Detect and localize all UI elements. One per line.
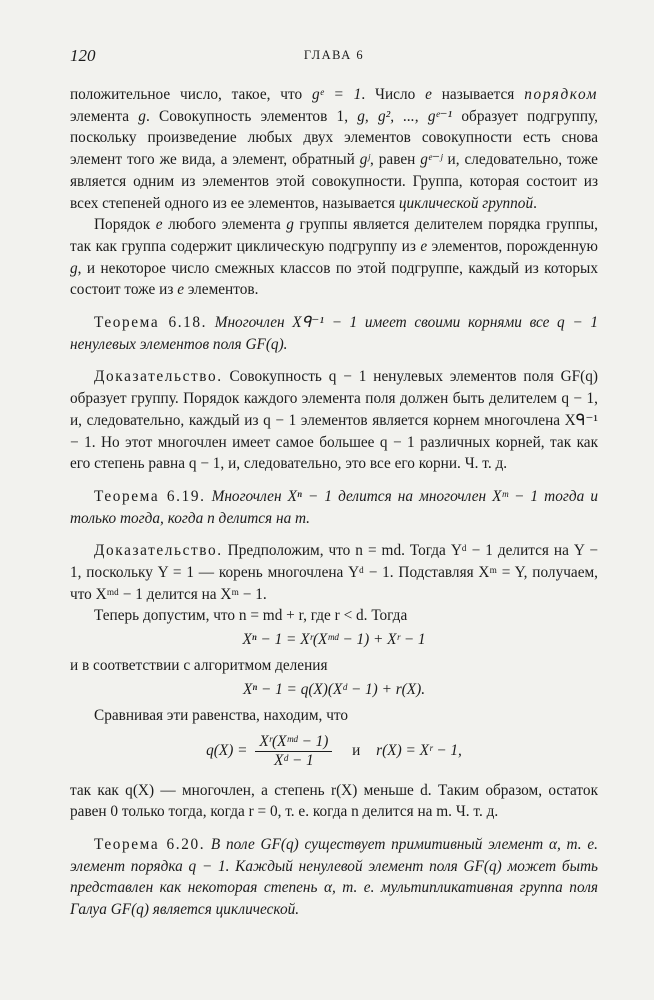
proof-6-19: Доказательство. Предположим, что n = md. Тогда Yᵈ − 1 делится на Y − 1, поскольку Y = 1 — корень многочлена Yᵈ − 1. Подставляя Xᵐ = Y, получаем, что Xᵐᵈ − 1 делится на Xᵐ − 1. — [70, 542, 598, 603]
proof-6-19-continued: Теперь допустим, что n = md + r, где r < d. Тогда — [94, 607, 408, 625]
page-header — [70, 46, 598, 68]
page-number: 120 — [70, 46, 96, 65]
page-body — [70, 84, 598, 921]
paragraph-cyclic-group: положительное число, такое, что gᵉ = 1. Число e называется порядком элемента g. Совокупность элементов 1, g, g², ..., gᵉ⁻¹ образует подгруппу, поскольку произведение любых двух элементов совокупности есть снова элемент того же вида, а элемент, обратный gʲ, равен gᵉ⁻ʲ и, следовательно, тоже является одним из элементов этой совокупности. Группа, которая состоит из всех степеней одного из ее элементов, называется циклической группой. — [70, 86, 598, 212]
theorem-6-18: Теорема 6.18. Многочлен Xᑫ⁻¹ − 1 имеет своими корнями все q − 1 ненулевых элементов поля GF(q). — [70, 314, 598, 353]
paragraph-remainder: так как q(X) — многочлен, а степень r(X) меньше d. Таким образом, остаток равен 0 только тогда, когда r = 0, т. е. когда n делится на m. Ч. т. д. — [70, 781, 598, 821]
chapter-title: ГЛАВА 6 — [303, 48, 365, 62]
theorem-6-19: Теорема 6.19. Многочлен Xⁿ − 1 делится на многочлен Xᵐ − 1 тогда и только тогда, когда n делится на m. — [70, 487, 598, 527]
equation-3-rhs: r(X) = Xʳ − 1, — [376, 741, 462, 759]
theorem-6-20: Теорема 6.20. В поле GF(q) существует примитивный элемент α, т. е. элемент порядка q − 1. Каждый ненулевой элемент поля GF(q) может быть представлен как некоторая степень α, т. е. мультипликативная группа поля Галуа GF(q) является циклической. — [70, 835, 598, 919]
text-division-algorithm: и в соответствии с алгоритмом деления — [70, 657, 328, 675]
equation-1: Xⁿ − 1 = Xʳ(Xᵐᵈ − 1) + Xʳ − 1 — [242, 631, 426, 649]
paragraph-order-divisor: Порядок e любого элемента g группы является делителем порядка группы, так как группа содержит циклическую подгруппу из e элементов, порожденную g, и некоторое число смежных классов по этой подгруппе, каждый из которых состоит тоже из e элементов. — [70, 216, 598, 299]
equation-3-and: и — [352, 741, 361, 759]
proof-6-18: Доказательство. Совокупность q − 1 ненулевых элементов поля GF(q) образует группу. Порядок каждого элемента поля должен быть делителем q − 1, и, следовательно, каждый из q − 1 элементов является корнем многочлена Xᑫ⁻¹ − 1. Но этот многочлен имеет самое большее q − 1 различных корней, так как его степень равна q − 1, и, следовательно, это все его корни. Ч. т. д. — [70, 368, 598, 473]
fraction-numerator: Xʳ(Xᵐᵈ − 1) — [255, 733, 332, 752]
equation-3-lhs: q(X) = — [206, 741, 248, 759]
equation-3 — [70, 733, 598, 770]
text-comparing: Сравнивая эти равенства, находим, что — [94, 706, 349, 724]
equation-3-fraction — [255, 733, 332, 770]
fraction-denominator: Xᵈ − 1 — [273, 751, 314, 769]
equation-2: Xⁿ − 1 = q(X)(Xᵈ − 1) + r(X). — [242, 680, 426, 698]
